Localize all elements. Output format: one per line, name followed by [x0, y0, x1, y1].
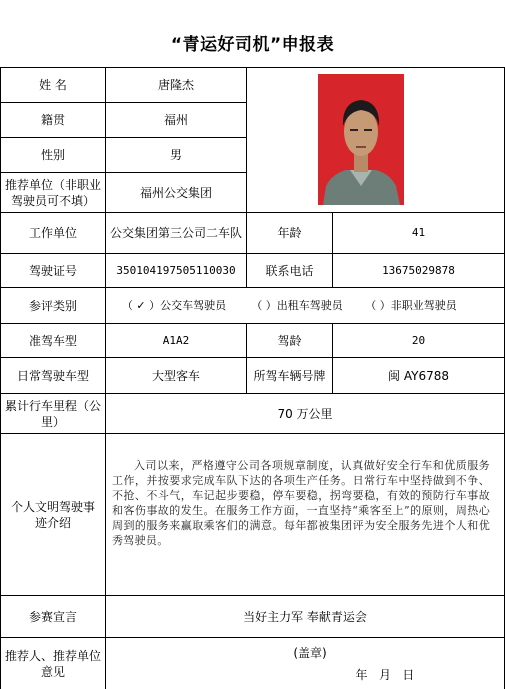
recommender-value: 福州公交集团 — [139, 185, 212, 200]
origin-label: 籍贯 — [40, 113, 65, 127]
gender-label: 性别 — [40, 148, 65, 162]
declaration-label: 参赛宣言 — [28, 609, 77, 624]
category-option-bus[interactable]: （ ✓ ）公交车驾驶员 — [121, 298, 227, 312]
age-label: 年龄 — [277, 226, 302, 240]
license-value: 350104197505110030 — [116, 263, 236, 277]
category-label: 参评类别 — [28, 298, 77, 313]
intro-label: 个人文明驾驶事迹介绍 — [10, 499, 95, 530]
date-line: 年 月 日 — [355, 668, 415, 682]
origin-value: 福州 — [163, 113, 188, 127]
driving-years-value: 20 — [411, 333, 426, 347]
mileage-label: 累计行车里程（公里） — [4, 398, 101, 429]
plate-value: 闽 AY6788 — [388, 368, 449, 383]
name-label: 姓 名 — [39, 78, 67, 92]
driving-years-label: 驾龄 — [277, 333, 302, 348]
declaration-value: 当好主力军 奉献青运会 — [243, 609, 367, 624]
phone-value: 13675029878 — [382, 263, 455, 277]
age-value: 41 — [411, 226, 426, 239]
workplace-value: 公交集团第三公司二车队 — [110, 226, 243, 240]
workplace-label: 工作单位 — [28, 226, 77, 240]
form-title: “青运好司机”申报表 — [170, 35, 335, 55]
vehicle-type-label: 准驾车型 — [28, 333, 77, 348]
daily-vehicle-value: 大型客车 — [151, 368, 200, 383]
seal-note: (盖章) — [293, 646, 327, 660]
category-option-taxi[interactable]: （ ）出租车驾驶员 — [251, 298, 343, 312]
vehicle-type-value: A1A2 — [162, 333, 190, 347]
daily-vehicle-label: 日常驾驶车型 — [16, 368, 89, 383]
mileage-value: 70 万公里 — [277, 406, 333, 421]
phone-label: 联系电话 — [265, 263, 314, 278]
plate-label: 所驾车辆号牌 — [253, 368, 326, 383]
license-label: 驾驶证号 — [28, 263, 77, 278]
opinion-label: 推荐人、推荐单位意见 — [4, 648, 101, 679]
name-value: 唐隆杰 — [157, 78, 194, 92]
gender-value: 男 — [169, 148, 182, 162]
category-option-nonprofessional[interactable]: （ ）非职业驾驶员 — [365, 298, 457, 312]
intro-text: 入司以来，严格遵守公司各项规章制度，认真做好安全行车和优质服务工作，并按要求完成车队下达的各项生产任务。日常行车中坚持做到不争、不抢、不斗气，车记起步要稳，停车要稳，拐弯要稳，有效的预防行车事故和客伤事故的发生。在服务工作方面，一直坚持“乘客至上”的原则，周热心周到的服务来赢取乘客们的满意。每年都被集团评为安全服务先进个人和优秀驾驶员。 — [112, 459, 490, 547]
applicant-photo — [318, 74, 404, 205]
recommender-label: 推荐单位（非职业驾驶员可不填） — [4, 177, 101, 208]
